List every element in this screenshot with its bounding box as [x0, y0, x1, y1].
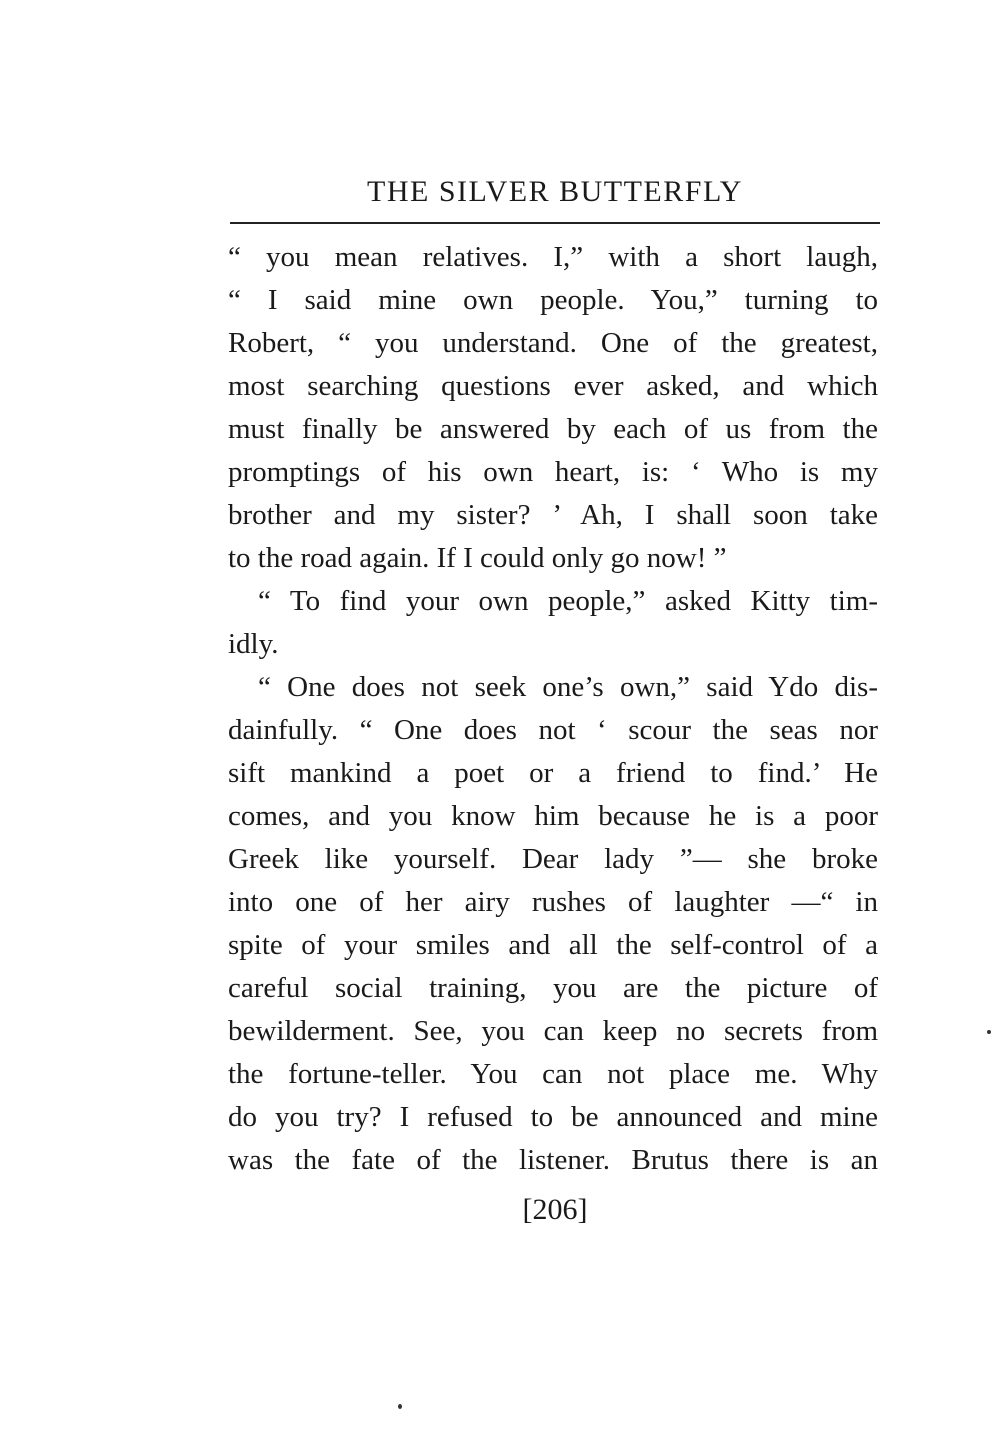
text-line: was the fate of the listener. Brutus there is an: [228, 1144, 878, 1176]
header-rule: [230, 222, 880, 224]
text-line: do you try? I refused to be announced and mine: [228, 1101, 878, 1133]
text-line: Greek like yourself. Dear lady ”— she broke: [228, 843, 878, 875]
text-line: promptings of his own heart, is: ‘ Who is my: [228, 456, 878, 488]
running-head: THE SILVER BUTTERFLY: [367, 175, 743, 208]
text-line: the fortune-teller. You can not place me. Why: [228, 1058, 878, 1090]
text-line: must finally be answered by each of us from the: [228, 413, 878, 445]
text-line: most searching questions ever asked, and which: [228, 370, 878, 402]
text-line: dainfully. “ One does not ‘ scour the seas nor: [228, 714, 878, 746]
text-line: comes, and you know him because he is a poor: [228, 800, 878, 832]
text-line: “ One does not seek one’s own,” said Ydo dis-: [258, 671, 878, 703]
text-line: spite of your smiles and all the self-control of a: [228, 929, 878, 961]
text-line: idly.: [228, 628, 279, 660]
text-line: Robert, “ you understand. One of the greatest,: [228, 327, 878, 359]
text-line: “ I said mine own people. You,” turning to: [228, 284, 878, 316]
scan-speck: [398, 1404, 402, 1409]
text-line: into one of her airy rushes of laughter —“ in: [228, 886, 878, 918]
scan-speck: [987, 1030, 991, 1034]
text-line: careful social training, you are the picture of: [228, 972, 878, 1004]
page-number: [206]: [522, 1193, 588, 1226]
text-line: sift mankind a poet or a friend to find.’ He: [228, 757, 878, 789]
text-line: brother and my sister? ’ Ah, I shall soon take: [228, 499, 878, 531]
text-line: “ To find your own people,” asked Kitty tim-: [258, 585, 878, 617]
text-line: bewilderment. See, you can keep no secrets from: [228, 1015, 878, 1047]
body-text: [228, 236, 878, 1182]
text-line: “ you mean relatives. I,” with a short laugh,: [228, 241, 878, 273]
text-line: to the road again. If I could only go now! ”: [228, 542, 727, 574]
